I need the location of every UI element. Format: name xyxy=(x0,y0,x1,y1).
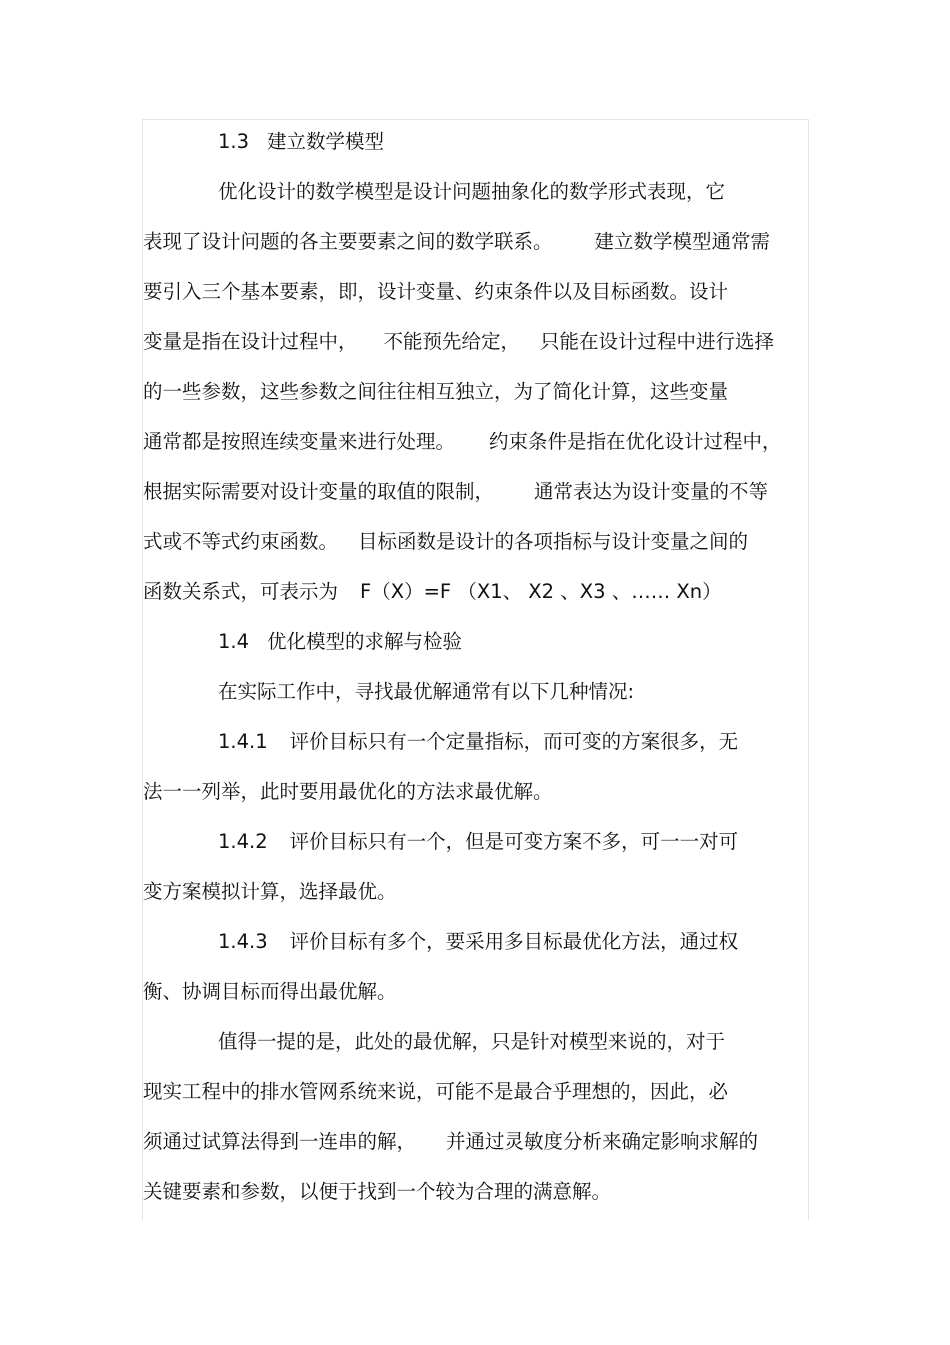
paragraph-line: 现实工程中的排水管网系统来说，可能不是最合乎理想的，因此，必 xyxy=(143,1080,729,1103)
subsection-number: 1.4.1 xyxy=(218,730,268,753)
text-segment: 约束条件是指在优化设计过程中， xyxy=(489,430,782,453)
paragraph-line xyxy=(143,428,782,456)
section-heading-1-4 xyxy=(218,628,462,656)
text-segment: 并通过灵敏度分析来确定影响求解的 xyxy=(446,1130,759,1153)
text-segment: 须通过试算法得到一连串的解， xyxy=(143,1130,417,1153)
formula: F（X）=F （X1、 X2 、X3 、…… Xn） xyxy=(360,580,722,603)
paragraph-line: 变方案模拟计算，选择最优。 xyxy=(143,880,397,903)
paragraph-line xyxy=(143,328,774,356)
paragraph-line: 法一一列举，此时要用最优化的方法求最优解。 xyxy=(143,780,553,803)
section-number: 1.3 xyxy=(218,130,250,153)
paragraph-line: 关键要素和参数，以便于找到一个较为合理的满意解。 xyxy=(143,1180,612,1203)
subsection-number: 1.4.2 xyxy=(218,830,268,853)
section-title: 建立数学模型 xyxy=(267,130,385,153)
paragraph-line: 衡、协调目标而得出最优解。 xyxy=(143,980,397,1003)
section-heading-1-3 xyxy=(218,128,384,156)
text-segment: 通常都是按照连续变量来进行处理。 xyxy=(143,430,456,453)
text-segment: 根据实际需要对设计变量的取值的限制， xyxy=(143,480,495,503)
subsection-1-4-3 xyxy=(218,928,738,956)
text-segment: 表现了设计问题的各主要要素之间的数学联系。 xyxy=(143,230,553,253)
text-segment: 函数关系式，可表示为 xyxy=(143,580,339,603)
text-segment: 评价目标只有一个定量指标，而可变的方案很多，无 xyxy=(289,730,739,753)
paragraph-line xyxy=(143,478,768,506)
paragraph-line xyxy=(143,528,748,556)
paragraph-line xyxy=(143,1128,758,1156)
text-segment: 不能预先给定， xyxy=(383,330,521,353)
text-segment: 评价目标只有一个，但是可变方案不多，可一一对可 xyxy=(289,830,739,853)
text-segment: 目标函数是设计的各项指标与设计变量之间的 xyxy=(358,530,749,553)
paragraph-line: 的一些参数，这些参数之间往往相互独立，为了简化计算，这些变量 xyxy=(143,380,729,403)
section-title: 优化模型的求解与检验 xyxy=(267,630,463,653)
paragraph-line: 在实际工作中，寻找最优解通常有以下几种情况: xyxy=(218,680,635,703)
paragraph-line: 优化设计的数学模型是设计问题抽象化的数学形式表现，它 xyxy=(218,180,726,203)
subsection-number: 1.4.3 xyxy=(218,930,268,953)
text-segment: 建立数学模型通常需 xyxy=(594,230,771,253)
section-number: 1.4 xyxy=(218,630,250,653)
paragraph-line xyxy=(143,228,770,256)
text-segment: 只能在设计过程中进行选择 xyxy=(540,330,775,353)
paragraph-line xyxy=(143,578,722,606)
text-segment: 变量是指在设计过程中， xyxy=(143,330,358,353)
text-segment: 评价目标有多个，要采用多目标最优化方法，通过权 xyxy=(289,930,739,953)
paragraph-line: 要引入三个基本要素，即，设计变量、约束条件以及目标函数。设计 xyxy=(143,280,729,303)
text-segment: 式或不等式约束函数。 xyxy=(143,530,339,553)
subsection-1-4-1 xyxy=(218,728,738,756)
subsection-1-4-2 xyxy=(218,828,738,856)
paragraph-line: 值得一提的是，此处的最优解，只是针对模型来说的，对于 xyxy=(218,1030,726,1053)
text-segment: 通常表达为设计变量的不等 xyxy=(534,480,769,503)
